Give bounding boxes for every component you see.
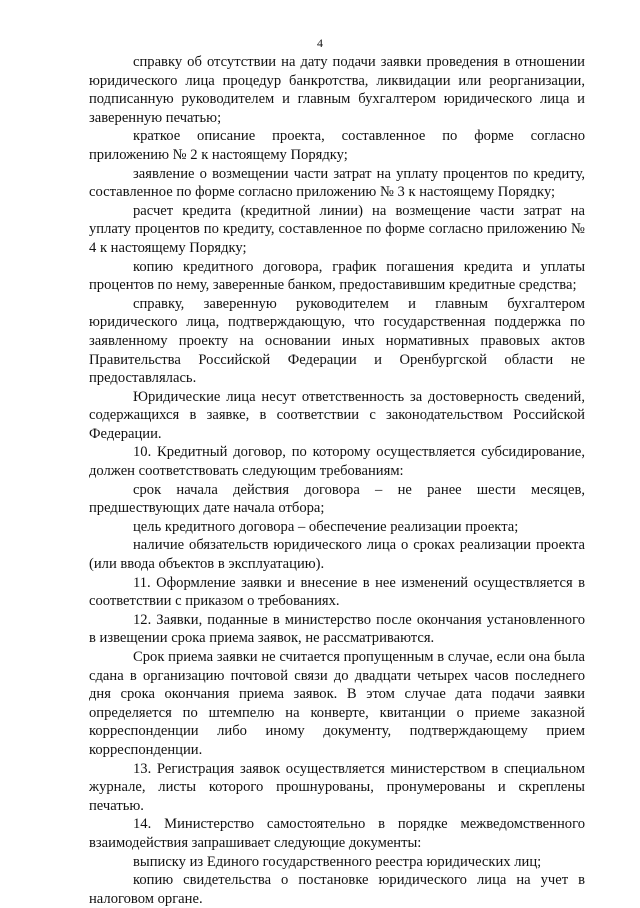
paragraph-14-interagency-requests: 14. Министерство самостоятельно в порядке межведомственного взаимодействия запрашивает следующие документы: — [89, 816, 585, 851]
paragraph-registry-extract: выписку из Единого государственного реестра юридических лиц; — [133, 853, 542, 870]
paragraph-project-description: краткое описание проекта, составленное по форме согласно приложению № 2 к настоящему Порядку; — [89, 128, 585, 163]
paragraph-tax-registration: копию свидетельства о постановке юридического лица на учет в налоговом органе. — [89, 872, 585, 907]
paragraph-implementation-obligations: наличие обязательств юридического лица о сроках реализации проекта (или ввода объектов в эксплуатацию). — [89, 537, 585, 573]
paragraph-13-registration: 13. Регистрация заявок осуществляется министерством в специальном журнале, листы которого прошнурованы, пронумерованы и скреплены печатью. — [89, 760, 585, 814]
paragraph-10-credit-requirements: 10. Кредитный договор, по которому осуществляется субсидирование, должен соответствовать следующим требованиям: — [89, 444, 585, 480]
document-body — [89, 53, 585, 908]
paragraph-postal-deadline: Срок приема заявки не считается пропущенным в случае, если она была сдана в организацию почтовой связи до двадцати четырех часов последнего дня срока окончания приема заявок. В этом случае дата подачи заявки определяется по штемпелю на конверте, квитанции о приеме заказной корреспонденции либо иному документу, подтверждающему прием корреспонденции. — [89, 649, 585, 758]
paragraph-credit-calculation: расчет кредита (кредитной линии) на возмещение части затрат на уплату процентов по кредиту, составленное по форме согласно приложению № 4 к настоящему Порядку; — [89, 202, 585, 256]
paragraph-reimbursement-application: заявление о возмещении части затрат на уплату процентов по кредиту, составленное по форме согласно приложению № 3 к настоящему Порядку; — [89, 165, 585, 201]
paragraph-state-support-certificate: справку, заверенную руководителем и главным бухгалтером юридического лица, подтверждающую, что государственная поддержка по заявленному проекту на основании иных нормативных правовых актов Правительства Российской Федерации и Оренбургской области не предоставлялась. — [89, 295, 585, 387]
paragraph-agreement-purpose: цель кредитного договора – обеспечение реализации проекта; — [133, 518, 519, 535]
paragraph-11-application-format: 11. Оформление заявки и внесение в нее изменений осуществляется в соответствии с приказом о требованиях. — [89, 574, 585, 610]
paragraph-responsibility: Юридические лица несут ответственность за достоверность сведений, содержащихся в заявке, в соответствии с законодательством Российской Федерации. — [89, 388, 585, 442]
paragraph-credit-agreement-copy: копию кредитного договора, график погашения кредита и уплаты процентов по нему, заверенные банком, предоставившим кредитные средства; — [89, 258, 585, 294]
page-number: 4 — [317, 36, 323, 50]
paragraph-12-late-applications: 12. Заявки, поданные в министерство после окончания установленного в извещении срока приема заявок, не рассматриваются. — [89, 611, 585, 647]
paragraph-agreement-term: срок начала действия договора – не ранее шести месяцев, предшествующих дате начала отбора; — [89, 481, 585, 517]
paragraph-bankruptcy-certificate: справку об отсутствии на дату подачи заявки проведения в отношении юридического лица процедур банкротства, ликвидации или реорганизации, подписанную руководителем и главным бухгалтером юридического лица и заверенную печатью; — [89, 54, 585, 126]
